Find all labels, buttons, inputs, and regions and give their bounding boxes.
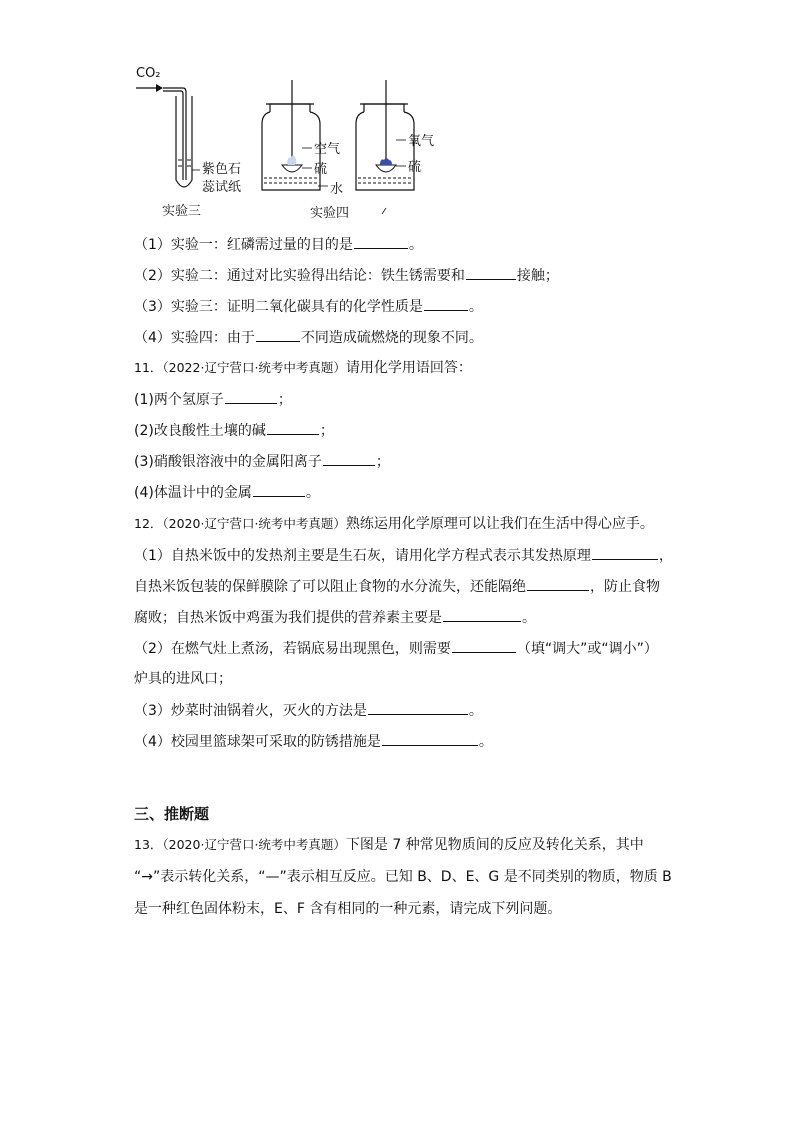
answer-blank[interactable] [382,731,478,746]
q11-part2-end: ； [319,423,334,439]
q10-part4 [134,327,483,348]
q10-part3-end: 。 [468,299,483,315]
answer-blank[interactable] [452,638,516,653]
answer-blank[interactable] [527,576,589,591]
air-label: 空气 [314,142,341,157]
q12-source: 12．（2020·辽宁营口·统考中考真题） [134,516,346,531]
q12-part3-end: 。 [468,703,483,719]
q11-prompt: 请用化学用语回答： [345,360,472,376]
q11-part4-end: 。 [305,485,320,501]
answer-blank[interactable] [466,265,516,280]
q10-part4-end: 不同造成硫燃烧的现象不同。 [300,330,483,346]
answer-blank[interactable] [368,700,468,715]
q12-part1-line3 [134,607,536,628]
q12-part1-text4: 腐败；自热米饭中鸡蛋为我们提供的营养素主要是 [134,610,442,626]
q13-heading [134,835,644,855]
q13-line3: 是一种红色固体粉末，E、F 含有相同的一种元素，请完成下列问题。 [134,901,562,917]
experiment-four-caption: 实验四 [310,206,350,221]
q10-part1-end: 。 [408,237,423,253]
q11-part1-text: (1)两个氢原子 [134,392,224,408]
q11-part3-end: ； [375,454,390,470]
answer-blank[interactable] [424,296,468,311]
q11-part3-text: (3)硝酸银溶液中的金属阳离子 [134,454,322,470]
q11-part3 [134,451,390,472]
q10-part4-text: （4）实验四：由于 [134,330,255,346]
q12-part4-end: 。 [478,734,493,750]
test-paper-label-line1: 紫色石 [202,162,242,177]
q12-part1-end: 。 [522,610,536,626]
q12-part4-text: （4）校园里篮球架可采取的防锈措施是 [134,734,381,750]
answer-blank[interactable] [443,607,521,622]
answer-blank[interactable] [267,420,319,435]
q10-part2 [134,265,559,286]
sulfur-label-jar1: 硫 [314,162,328,177]
q12-part1-text2: 自热米饭包装的保鲜膜除了可以阻止食物的水分流失，还能隔绝 [134,579,526,595]
answer-blank[interactable] [256,327,300,342]
co2-label: CO₂ [136,66,161,81]
water-label: 水 [330,182,344,197]
answer-blank[interactable] [323,451,375,466]
experiment-figure [130,62,460,222]
q10-part2-text: （2）实验二：通过对比实验得出结论：铁生锈需要和 [134,268,465,284]
q12-part2-text: （2）在燃气灶上煮汤，若锅底易出现黑色，则需要 [134,641,451,657]
q11-source: 11．（2022·辽宁营口·统考中考真题） [134,360,346,375]
q12-part2-line1 [134,638,658,659]
section-title: 三、推断题 [134,805,210,823]
q12-part1-comma: ， [658,548,673,564]
q12-part1-text: （1）自热米饭中的发热剂主要是生石灰，请用化学方程式表示其发热原理 [134,548,591,564]
q12-part1-line1 [134,545,673,566]
q12-part2-hint: （填“调大”或“调小”） [516,641,658,657]
q10-part3 [134,296,483,317]
q11-part2-text: (2)改良酸性土壤的碱 [134,423,266,439]
test-paper-label-line2: 蕊试纸 [202,180,242,195]
q12-part1-text3: ，防止食物 [590,579,660,595]
q11-part4 [134,482,320,503]
q12-part3-text: （3）炒菜时油锅着火，灭火的方法是 [134,703,367,719]
q10-part3-text: （3）实验三：证明二氧化碳具有的化学性质是 [134,299,423,315]
q12-part2-line2 [134,669,232,689]
q11-heading [134,358,472,378]
oxygen-label: 氧气 [408,134,435,149]
q13-source: 13．（2020·辽宁营口·统考中考真题） [134,837,346,852]
answer-blank[interactable] [592,545,658,560]
q11-part1 [134,389,292,410]
q12-part1-line2 [134,576,660,597]
q11-part4-text: (4)体温计中的金属 [134,485,252,501]
sulfur-label-jar2: 硫 [408,160,422,175]
q12-part2-text2: 炉具的进风口； [134,671,232,687]
q11-part2 [134,420,334,441]
answer-blank[interactable] [253,482,305,497]
answer-blank[interactable] [354,234,408,249]
q10-part2-end: 接触； [516,268,559,284]
q12-part4 [134,731,493,752]
q10-part1-text: （1）实验一：红磷需过量的目的是 [134,237,353,253]
q10-part1 [134,234,423,255]
q13-prompt: 下图是 7 种常见物质间的反应及转化关系，其中 [345,837,644,853]
q12-heading [134,514,654,534]
q12-prompt: 熟练运用化学原理可以让我们在生活中得心应手。 [345,516,654,532]
q11-part1-end: ； [277,392,292,408]
answer-blank[interactable] [225,389,277,404]
experiment-three-caption: 实验三 [162,204,202,219]
q12-part3 [134,700,483,721]
q13-line2: “→”表示转化关系，“—”表示相互反应。已知 B、D、E、G 是不同类别的物质，物质 B [134,869,672,885]
